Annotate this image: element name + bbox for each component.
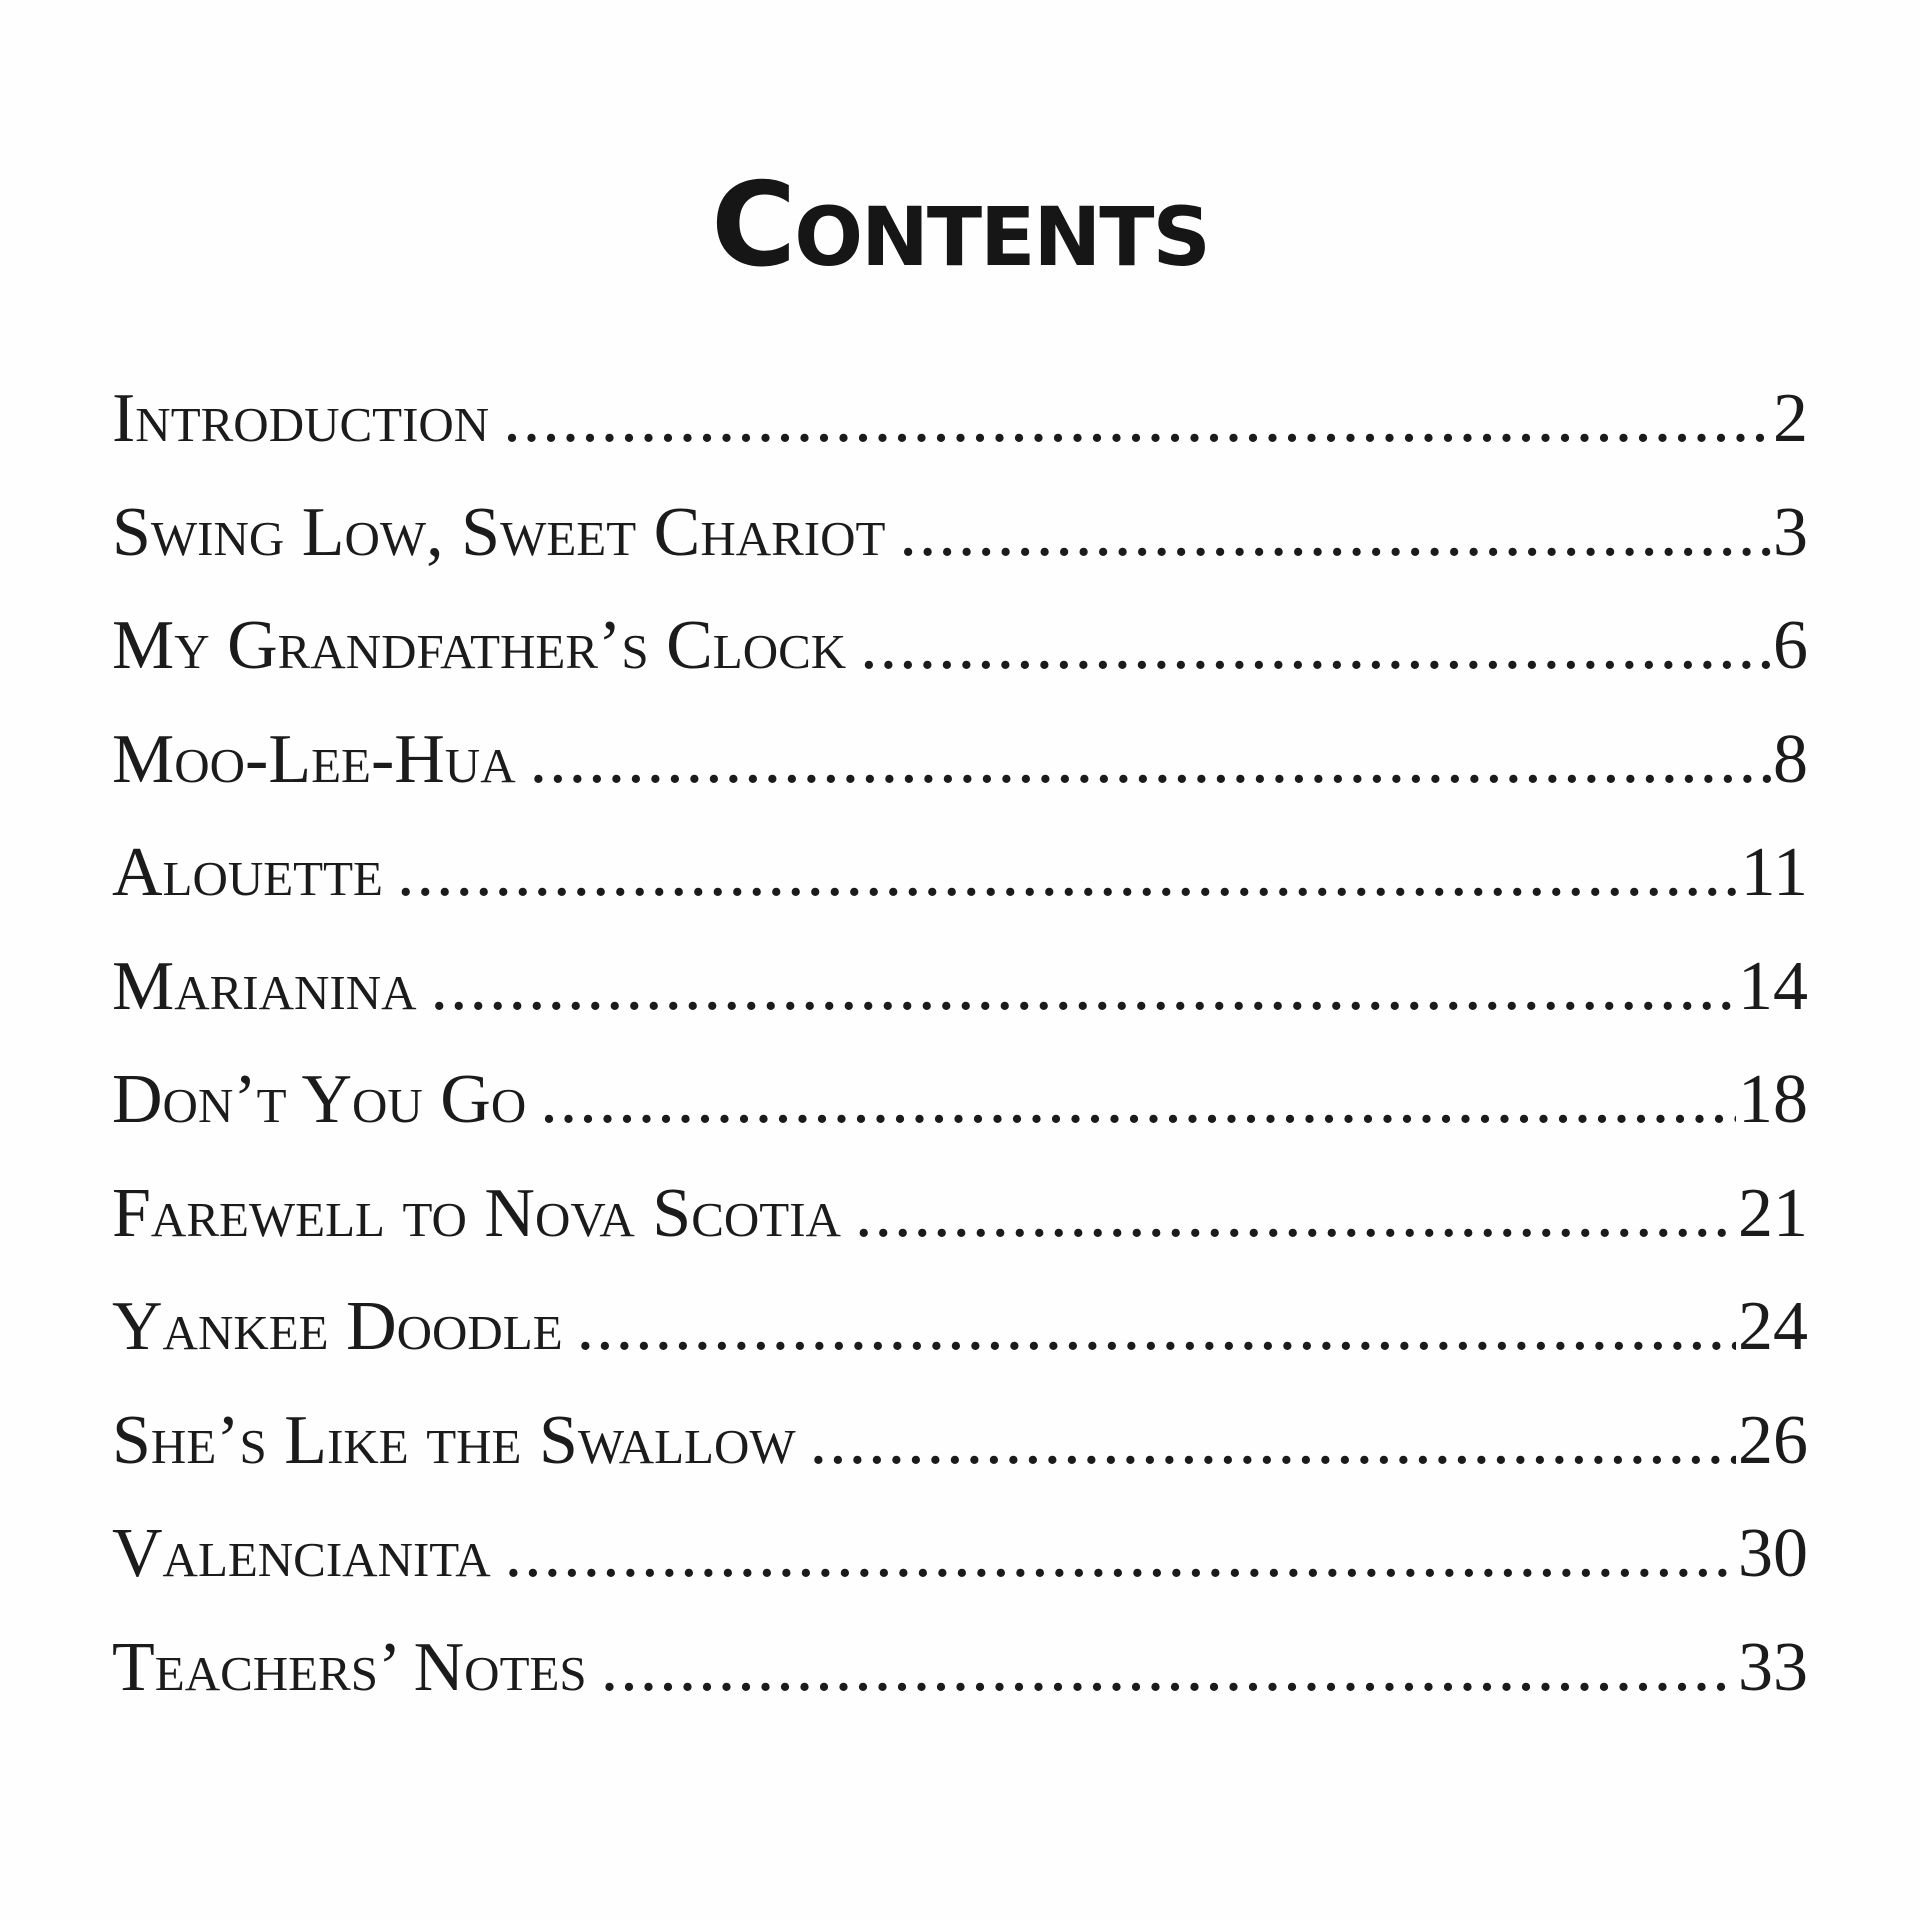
toc-entry-my-grandfathers-clock[interactable] (112, 611, 1808, 725)
toc-entry-title: She’s Like the Swallow (112, 1405, 796, 1479)
toc-entry-shes-like-the-swallow[interactable] (112, 1406, 1808, 1520)
toc-entry-page: 24 (1738, 1292, 1808, 1365)
toc-entry-title: My Grandfather’s Clock (112, 611, 847, 684)
toc-dot-leader (601, 1633, 1736, 1703)
toc-entry-page: 33 (1738, 1632, 1808, 1706)
toc-entry-dont-you-go[interactable] (112, 1065, 1808, 1179)
toc-dot-leader (530, 725, 1771, 795)
toc-dot-leader (810, 1406, 1736, 1476)
toc-dot-leader (431, 952, 1737, 1022)
toc-dot-leader (505, 1519, 1736, 1589)
toc-entry-page: 21 (1738, 1178, 1808, 1252)
toc-entry-title: Swing Low, Sweet Chariot (112, 497, 886, 571)
toc-entry-swing-low-sweet-chariot[interactable] (112, 498, 1808, 612)
toc-entry-teachers-notes[interactable] (112, 1633, 1808, 1747)
toc-entry-title: Yankee Doodle (112, 1292, 563, 1365)
toc-dot-leader (899, 498, 1771, 568)
toc-entry-alouette[interactable] (112, 838, 1808, 952)
toc-dot-leader (860, 611, 1771, 681)
toc-entry-page: 6 (1773, 611, 1808, 684)
toc-dot-leader (540, 1065, 1736, 1135)
toc-entry-title: Teachers’ Notes (112, 1632, 587, 1706)
toc-entry-title: Farewell to Nova Scotia (112, 1178, 841, 1252)
toc-entry-title: Marianina (112, 951, 417, 1025)
toc-entry-page: 8 (1773, 724, 1808, 798)
toc-entry-yankee-doodle[interactable] (112, 1292, 1808, 1406)
toc-entry-page: 14 (1738, 951, 1808, 1025)
toc-entry-page: 18 (1738, 1065, 1808, 1138)
toc-entry-title: Introduction (112, 384, 490, 457)
toc-entry-marianina[interactable] (112, 952, 1808, 1066)
toc-entry-title: Valencianita (112, 1519, 491, 1592)
table-of-contents (112, 384, 1808, 1746)
toc-entry-title: Don’t You Go (112, 1065, 527, 1138)
toc-entry-farewell-to-nova-scotia[interactable] (112, 1179, 1808, 1293)
toc-entry-page: 3 (1773, 497, 1808, 571)
toc-entry-title: Alouette (112, 838, 383, 911)
toc-entry-introduction[interactable] (112, 384, 1808, 498)
toc-entry-valencianita[interactable] (112, 1519, 1808, 1633)
toc-entry-page: 26 (1738, 1405, 1808, 1479)
toc-entry-page: 30 (1738, 1519, 1808, 1592)
toc-entry-title: Moo-Lee-Hua (112, 724, 516, 798)
toc-entry-page: 2 (1773, 384, 1808, 457)
toc-entry-moo-lee-hua[interactable] (112, 725, 1808, 839)
toc-entry-page: 11 (1740, 838, 1808, 911)
toc-dot-leader (397, 838, 1739, 908)
toc-dot-leader (503, 384, 1771, 454)
page-title: Contents (711, 158, 1209, 293)
toc-dot-leader (577, 1292, 1736, 1362)
toc-dot-leader (855, 1179, 1736, 1249)
